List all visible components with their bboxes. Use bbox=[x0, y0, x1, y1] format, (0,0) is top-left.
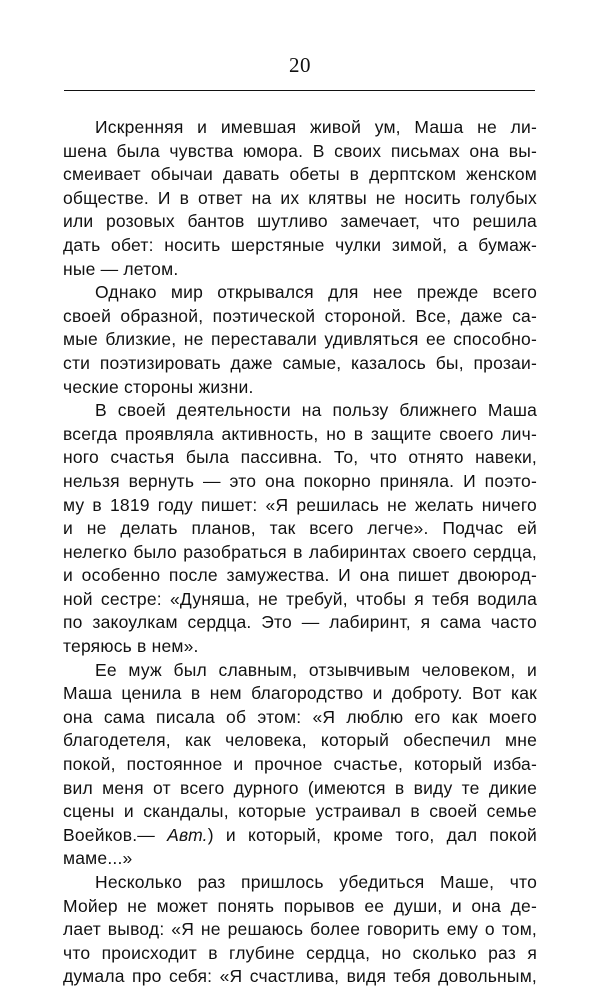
text-line: Ее муж был славным, отзывчивым человеком, и bbox=[95, 659, 537, 680]
text-line: благодетеля, как человека, который обеспечил мне bbox=[63, 730, 537, 751]
text-line: вил меня от всего дурного (имеются в виду те дикие bbox=[63, 777, 537, 798]
text-line: сцены и скандалы, которые устраивал в своей семье bbox=[63, 801, 537, 822]
text-line: по закоулкам сердца. Это — лабиринт, я сама часто bbox=[63, 612, 537, 633]
text-line: что происходит в глубине сердца, но сколько раз я bbox=[63, 942, 537, 963]
text-line: и не делать планов, так всего легче». Подчас ей bbox=[63, 518, 537, 539]
text-line: мые близкие, не переставали удивляться ее способно- bbox=[63, 329, 537, 350]
text-line: всегда проявляла активность, но в защите своего лич- bbox=[63, 423, 537, 444]
text-line: В своей деятельности на пользу ближнего Маша bbox=[95, 400, 537, 421]
text-line: дать обет: носить шерстяные чулки зимой, а бумаж- bbox=[63, 234, 537, 255]
text-segment: ) и который, кроме того, дал покой bbox=[207, 824, 538, 845]
text-line bbox=[63, 824, 537, 848]
text-line: Однако мир открывался для нее прежде всего bbox=[95, 282, 537, 303]
text-line: Несколько раз пришлось убедиться Маше, что bbox=[95, 872, 537, 892]
text-line: сти поэтизировать даже самые, казалось бы, прозаи- bbox=[63, 352, 537, 373]
text-line: ные — летом. bbox=[63, 258, 179, 279]
text-line: нельзя вернуть — это она покорно приняла. И поэто- bbox=[63, 470, 537, 491]
text-line: Мойер не может понять порывов ее души, и она де- bbox=[63, 895, 537, 916]
text-line: ческие стороны жизни. bbox=[63, 376, 254, 397]
page-number: 20 bbox=[289, 53, 311, 77]
text-line: или розовых бантов шутливо замечает, что решила bbox=[63, 211, 537, 232]
text-line: Искренняя и имевшая живой ум, Маша не ли- bbox=[95, 117, 537, 137]
header-rule bbox=[64, 90, 535, 91]
text-line: му в 1819 году пишет: «Я решилась не желать ничего bbox=[63, 494, 537, 515]
text-line: смеивает обычаи давать обеты в дерптском женском bbox=[63, 164, 537, 185]
text-line: она сама писала об этом: «Я люблю его как моего bbox=[63, 706, 537, 727]
text-line: лает вывод: «Я не решаюсь более говорить ему о том, bbox=[63, 919, 537, 940]
text-line: обществе. И в ответ на их клятвы не носить голубых bbox=[63, 187, 537, 208]
text-line: покой, постоянное и прочное счастье, который изба- bbox=[63, 754, 537, 775]
text-line: шена была чувства юмора. В своих письмах она вы- bbox=[63, 140, 537, 161]
text-line: Маша ценила в нем благородство и доброту. Вот как bbox=[63, 683, 537, 704]
text-line: маме...» bbox=[63, 848, 133, 869]
text-line: своей образной, поэтической стороной. Все, даже са- bbox=[63, 305, 537, 326]
text-line: теряюсь в нем». bbox=[63, 636, 199, 657]
text-line: и особенно после замужества. И она пишет двоюрод- bbox=[63, 565, 537, 586]
body-text bbox=[63, 116, 537, 989]
text-line: нелегко было разобраться в лабиринтах своего сердца, bbox=[63, 541, 537, 562]
text-segment: Воейков.— bbox=[63, 824, 155, 845]
text-line: ного счастья была пассивна. То, что отнято навеки, bbox=[63, 447, 537, 468]
text-line: ной сестре: «Дуняша, не требуй, чтобы я тебя водила bbox=[63, 588, 537, 609]
text-line: думала про себя: «Я счастлива, видя тебя довольным, bbox=[63, 966, 537, 987]
author-abbreviation: Авт. bbox=[167, 824, 208, 845]
